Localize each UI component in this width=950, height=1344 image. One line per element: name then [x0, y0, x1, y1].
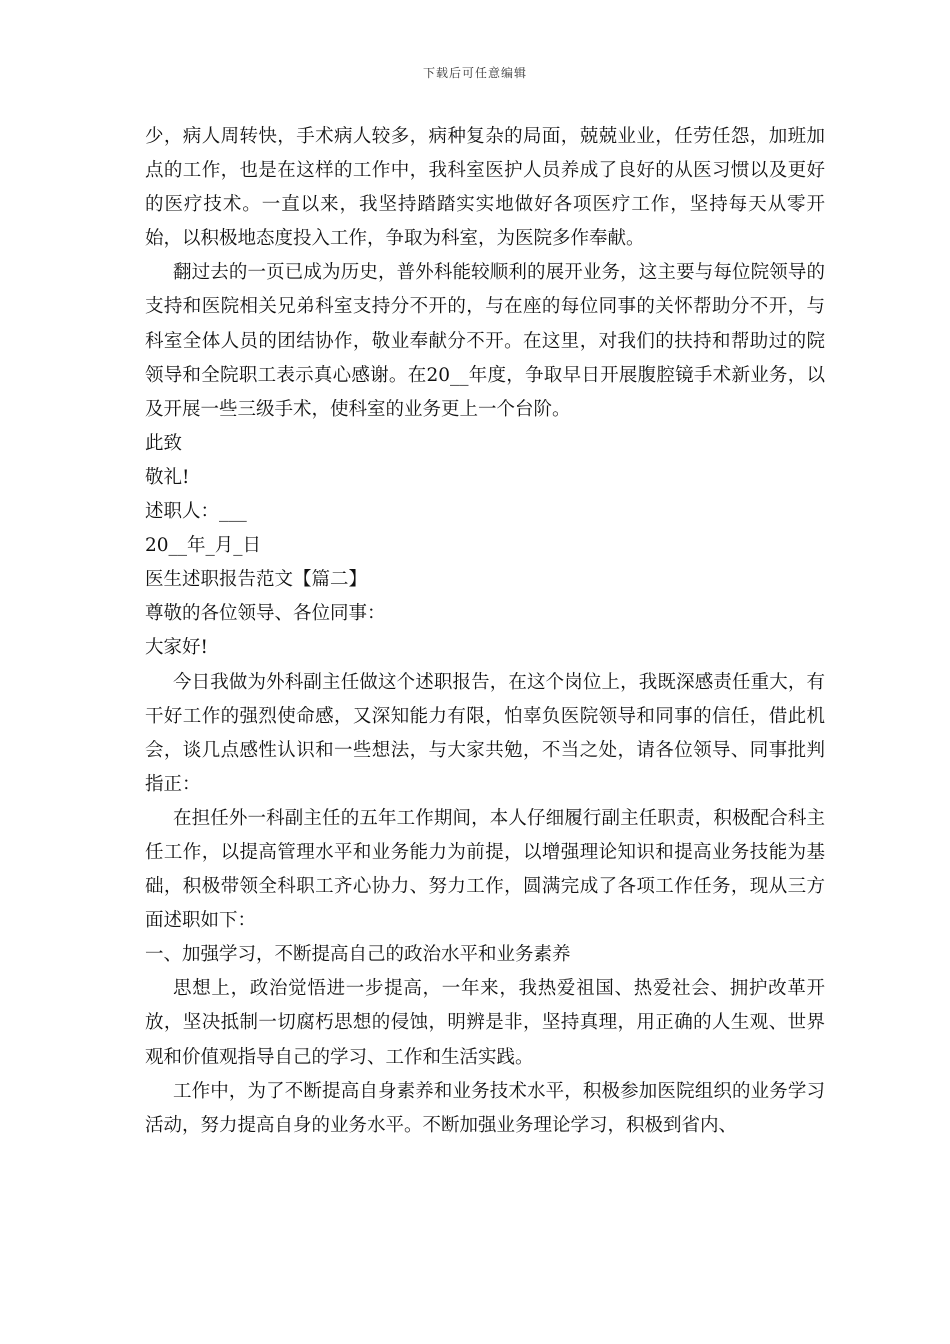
greeting-hello: 大家好!	[145, 637, 208, 659]
body-paragraph-5: 思想上，政治觉悟进一步提高，一年来，我热爱祖国、热爱社会、拥护改革开放，坚决抵制一切腐朽思想的侵蚀，明辨是非，坚持真理，用正确的人生观、世界观和价值观指导自己的学习、工作和生活实践。	[145, 978, 825, 1068]
body-paragraph-6: 工作中，为了不断提高自身素养和业务技术水平，积极参加医院组织的业务学习活动，努力提高自身的业务水平。不断加强业务理论学习，积极到省内、	[145, 1080, 825, 1136]
signature-line: 述职人：___	[145, 501, 247, 523]
body-paragraph-3: 今日我做为外科副主任做这个述职报告，在这个岗位上，我既深感责任重大，有干好工作的强烈使命感，又深知能力有限，怕辜负医院领导和同事的信任，借此机会，谈几点感性认识和一些想法，与大家共勉，不当之处，请各位领导、同事批判指正：	[145, 671, 825, 795]
section-title: 医生述职报告范文【篇二】	[145, 569, 368, 591]
document-body	[145, 120, 825, 1143]
greeting-addressee: 尊敬的各位领导、各位同事：	[145, 603, 386, 625]
body-paragraph-2: 翻过去的一页已成为历史，普外科能较顺利的展开业务，这主要与每位院领导的支持和医院相关兄弟科室支持分不开的，与在座的每位同事的关怀帮助分不开，与科室全体人员的团结协作，敬业奉献分不开。在这里，对我们的扶持和帮助过的院领导和全院职工表示真心感谢。在20__年度，争取早日开展腹腔镜手术新业务，以及开展一些三级手术，使科室的业务更上一个台阶。	[145, 262, 825, 420]
body-paragraph-4: 在担任外一科副主任的五年工作期间，本人仔细履行副主任职责，积极配合科主任工作，以提高管理水平和业务能力为前提，以增强理论知识和提高业务技能为基础，积极带领全科职工齐心协力、努力工作，圆满完成了各项工作任务，现从三方面述职如下：	[145, 807, 825, 932]
body-paragraph-1: 少，病人周转快，手术病人较多，病种复杂的局面，兢兢业业，任劳任怨，加班加点的工作，也是在这样的工作中，我科室医护人员养成了良好的从医习惯以及更好的医疗技术。一直以来，我坚持踏踏实实地做好各项医疗工作，坚持每天从零开始，以积极地态度投入工作，争取为科室，为医院多作奉献。	[145, 126, 825, 250]
closing-regards: 敬礼!	[145, 466, 190, 488]
closing-salutation: 此致	[145, 432, 183, 454]
subsection-heading: 一、加强学习，不断提高自己的政治水平和业务素养	[145, 944, 571, 966]
page-header: 下载后可任意编辑	[422, 66, 527, 80]
date-line: 20__年_月_日	[145, 535, 262, 557]
